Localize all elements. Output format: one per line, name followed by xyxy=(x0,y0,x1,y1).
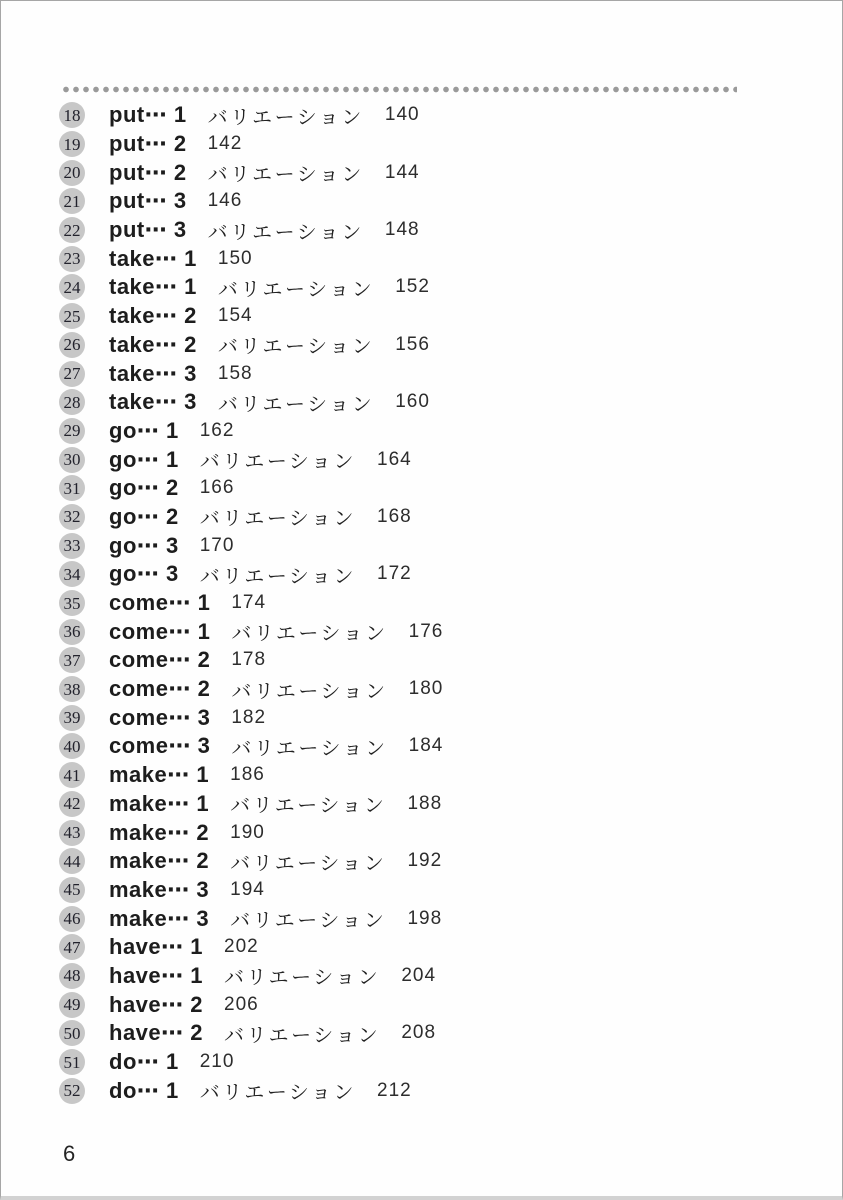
entry-number-badge: 46 xyxy=(59,906,85,932)
toc-entry xyxy=(59,818,443,847)
entry-variation-label: バリエーション xyxy=(231,680,388,703)
entry-title: make⋯ 3 xyxy=(109,876,210,902)
entry-title: come⋯ 1 xyxy=(109,590,211,616)
entry-page-number: 192 xyxy=(407,850,443,872)
entry-number-badge: 32 xyxy=(59,504,85,530)
entry-number-badge: 38 xyxy=(59,676,85,702)
entry-title: take⋯ 1 xyxy=(109,274,197,300)
entry-number-badge: 37 xyxy=(59,647,85,673)
entry-title: go⋯ 3 xyxy=(109,561,179,587)
toc-entry xyxy=(59,101,443,130)
entry-number-badge: 50 xyxy=(59,1020,85,1046)
toc-entry xyxy=(59,732,443,761)
entry-title: go⋯ 1 xyxy=(109,417,179,443)
toc-entry xyxy=(59,388,443,417)
entry-title: go⋯ 2 xyxy=(109,503,179,529)
toc-entry xyxy=(59,617,443,646)
entry-page-number: 148 xyxy=(384,219,420,241)
toc-entry xyxy=(59,703,443,732)
entry-title: put⋯ 3 xyxy=(109,217,187,243)
entry-number-badge: 18 xyxy=(59,102,85,128)
entry-page-number: 176 xyxy=(408,620,444,642)
entry-page-number: 186 xyxy=(230,764,265,786)
entry-title: do⋯ 1 xyxy=(109,1077,179,1103)
entry-variation-label: バリエーション xyxy=(231,623,388,646)
entry-title: go⋯ 1 xyxy=(109,446,179,472)
entry-number-badge: 19 xyxy=(59,131,85,157)
toc-entry xyxy=(59,503,443,532)
toc-entry xyxy=(59,531,443,560)
entry-page-number: 146 xyxy=(207,190,243,212)
entry-title: have⋯ 1 xyxy=(109,934,203,960)
entry-page-number: 142 xyxy=(207,133,243,155)
toc-entry xyxy=(59,560,443,589)
page-folio-number: 6 xyxy=(63,1141,76,1166)
toc-entry xyxy=(59,876,443,905)
entry-variation-label: バリエーション xyxy=(199,451,357,474)
entry-variation-label: バリエーション xyxy=(230,852,387,875)
entry-page-number: 206 xyxy=(224,993,259,1015)
entry-page-number: 172 xyxy=(377,563,412,585)
entry-title: take⋯ 3 xyxy=(109,360,197,386)
toc-entry xyxy=(59,273,443,302)
entry-title: put⋯ 1 xyxy=(109,102,187,128)
entry-title: do⋯ 1 xyxy=(109,1049,179,1075)
toc-entry xyxy=(59,1076,443,1105)
entry-title: put⋯ 2 xyxy=(109,131,187,157)
entry-page-number: 168 xyxy=(377,505,412,527)
entry-page-number: 178 xyxy=(231,649,267,671)
entry-title: take⋯ 2 xyxy=(109,303,197,329)
toc-entry xyxy=(59,1048,443,1077)
entry-variation-label: バリエーション xyxy=(217,336,375,359)
entry-number-badge: 24 xyxy=(59,274,85,300)
entry-number-badge: 44 xyxy=(59,848,85,874)
entry-number-badge: 27 xyxy=(59,361,85,387)
entry-number-badge: 43 xyxy=(59,820,85,846)
entry-title: put⋯ 2 xyxy=(109,159,187,185)
toc-entry xyxy=(59,1019,443,1048)
entry-number-badge: 21 xyxy=(59,188,85,214)
entry-page-number: 184 xyxy=(408,735,444,757)
entry-page-number: 202 xyxy=(224,936,259,958)
entry-page-number: 170 xyxy=(199,534,235,556)
entry-page-number: 210 xyxy=(199,1051,235,1073)
toc-entry xyxy=(59,187,443,216)
entry-variation-label: バリエーション xyxy=(230,910,387,933)
toc-entry xyxy=(59,359,443,388)
toc-list xyxy=(59,101,443,1105)
toc-entry xyxy=(59,962,443,991)
toc-entry xyxy=(59,244,443,273)
entry-number-badge: 45 xyxy=(59,877,85,903)
entry-page-number: 140 xyxy=(384,104,420,126)
entry-variation-label: バリエーション xyxy=(199,508,357,531)
toc-entry xyxy=(59,216,443,245)
entry-page-number: 160 xyxy=(395,391,430,413)
toc-entry xyxy=(59,904,443,933)
entry-title: have⋯ 2 xyxy=(109,991,203,1017)
entry-title: come⋯ 2 xyxy=(109,647,211,673)
entry-title: make⋯ 2 xyxy=(109,848,210,874)
entry-page-number: 188 xyxy=(407,792,443,814)
entry-page-number: 182 xyxy=(231,706,267,728)
toc-entry xyxy=(59,589,443,618)
entry-title: come⋯ 3 xyxy=(109,704,211,730)
entry-title: take⋯ 3 xyxy=(109,389,197,415)
entry-variation-label: バリエーション xyxy=(207,164,364,187)
entry-page-number: 144 xyxy=(384,161,420,183)
entry-page-number: 164 xyxy=(377,448,412,470)
entry-title: take⋯ 1 xyxy=(109,245,197,271)
entry-page-number: 212 xyxy=(377,1079,412,1101)
entry-title: have⋯ 2 xyxy=(109,1020,203,1046)
entry-number-badge: 22 xyxy=(59,217,85,243)
entry-title: have⋯ 1 xyxy=(109,962,203,988)
entry-title: make⋯ 2 xyxy=(109,819,210,845)
entry-variation-label: バリエーション xyxy=(207,106,364,129)
entry-variation-label: バリエーション xyxy=(199,565,357,588)
entry-number-badge: 47 xyxy=(59,934,85,960)
dotted-divider xyxy=(63,86,737,93)
toc-entry xyxy=(59,761,443,790)
entry-page-number: 152 xyxy=(395,276,430,298)
toc-entry xyxy=(59,675,443,704)
toc-entry xyxy=(59,331,443,360)
entry-title: come⋯ 3 xyxy=(109,733,211,759)
entry-page-number: 156 xyxy=(395,333,430,355)
toc-entry xyxy=(59,990,443,1019)
toc-entry xyxy=(59,417,443,446)
entry-number-badge: 30 xyxy=(59,447,85,473)
entry-number-badge: 35 xyxy=(59,590,85,616)
toc-entry xyxy=(59,933,443,962)
entry-page-number: 174 xyxy=(231,592,267,614)
entry-title: take⋯ 2 xyxy=(109,331,197,357)
entry-variation-label: バリエーション xyxy=(231,737,388,760)
entry-title: make⋯ 1 xyxy=(109,790,210,816)
entry-title: put⋯ 3 xyxy=(109,188,187,214)
entry-number-badge: 23 xyxy=(59,246,85,272)
entry-page-number: 158 xyxy=(217,362,253,384)
entry-title: go⋯ 3 xyxy=(109,532,179,558)
entry-page-number: 180 xyxy=(408,678,444,700)
entry-number-badge: 29 xyxy=(59,418,85,444)
entry-variation-label: バリエーション xyxy=(217,393,375,416)
entry-number-badge: 41 xyxy=(59,762,85,788)
entry-number-badge: 49 xyxy=(59,992,85,1018)
entry-page-number: 204 xyxy=(401,964,437,986)
entry-number-badge: 25 xyxy=(59,303,85,329)
entry-title: make⋯ 3 xyxy=(109,905,210,931)
entry-number-badge: 34 xyxy=(59,561,85,587)
entry-variation-label: バリエーション xyxy=(207,221,364,244)
entry-variation-label: バリエーション xyxy=(230,795,387,818)
entry-variation-label: バリエーション xyxy=(199,1082,357,1105)
entry-number-badge: 20 xyxy=(59,160,85,186)
toc-entry xyxy=(59,847,443,876)
entry-variation-label: バリエーション xyxy=(217,278,375,301)
toc-entry xyxy=(59,445,443,474)
toc-entry xyxy=(59,130,443,159)
entry-page-number: 154 xyxy=(217,305,253,327)
entry-page-number: 150 xyxy=(217,247,253,269)
entry-title: go⋯ 2 xyxy=(109,475,179,501)
entry-number-badge: 31 xyxy=(59,475,85,501)
entry-number-badge: 51 xyxy=(59,1049,85,1075)
entry-number-badge: 26 xyxy=(59,332,85,358)
toc-entry xyxy=(59,790,443,819)
entry-page-number: 208 xyxy=(401,1022,437,1044)
entry-number-badge: 33 xyxy=(59,533,85,559)
entry-page-number: 162 xyxy=(199,419,235,441)
toc-entry xyxy=(59,474,443,503)
entry-page-number: 198 xyxy=(407,907,443,929)
entry-page-number: 190 xyxy=(230,821,265,843)
entry-page-number: 166 xyxy=(199,477,235,499)
toc-entry xyxy=(59,158,443,187)
entry-title: make⋯ 1 xyxy=(109,762,210,788)
entry-number-badge: 40 xyxy=(59,733,85,759)
entry-variation-label: バリエーション xyxy=(224,967,381,990)
entry-number-badge: 28 xyxy=(59,389,85,415)
toc-entry xyxy=(59,646,443,675)
toc-entry xyxy=(59,302,443,331)
entry-number-badge: 48 xyxy=(59,963,85,989)
entry-page-number: 194 xyxy=(230,878,265,900)
entry-title: come⋯ 1 xyxy=(109,618,211,644)
entry-title: come⋯ 2 xyxy=(109,676,211,702)
entry-number-badge: 39 xyxy=(59,705,85,731)
entry-variation-label: バリエーション xyxy=(224,1024,381,1047)
entry-number-badge: 42 xyxy=(59,791,85,817)
entry-number-badge: 36 xyxy=(59,619,85,645)
entry-number-badge: 52 xyxy=(59,1078,85,1104)
